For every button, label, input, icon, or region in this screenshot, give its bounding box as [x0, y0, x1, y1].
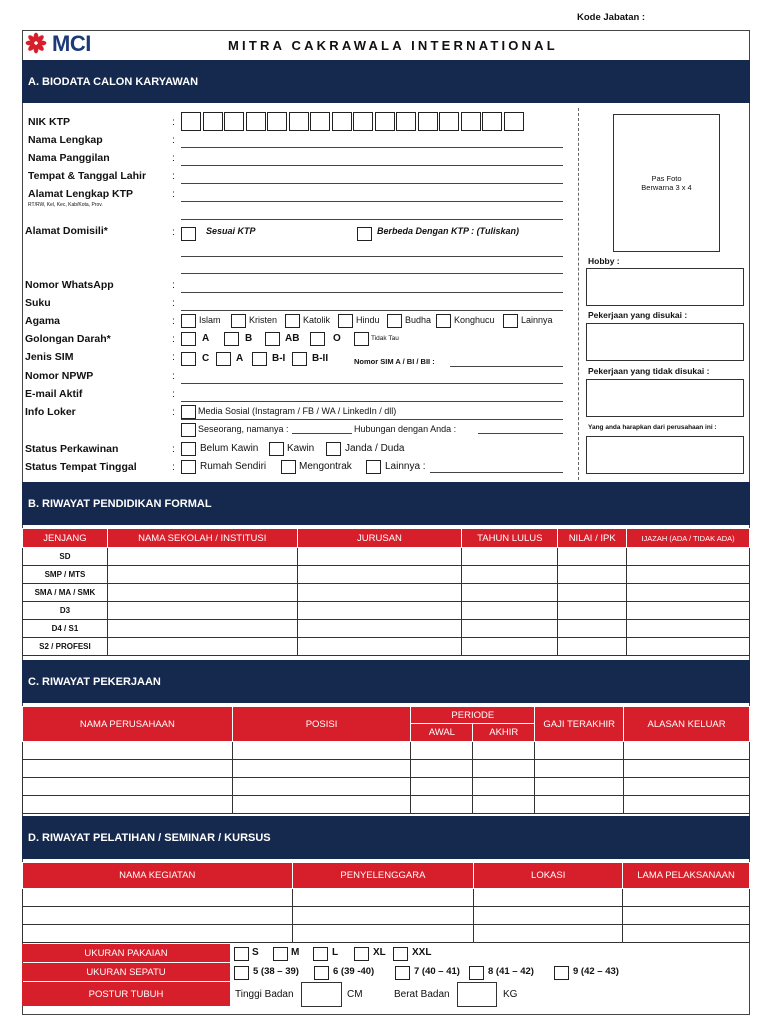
cell[interactable] [107, 602, 297, 620]
col-lama: LAMA PELAKSANAAN [623, 863, 750, 889]
cell[interactable] [558, 638, 627, 656]
suku-input[interactable] [181, 310, 563, 311]
cell[interactable] [627, 584, 750, 602]
agama-label: Agama [25, 315, 61, 327]
agama-hindu-checkbox[interactable] [338, 314, 353, 328]
cm-label: CM [347, 989, 363, 1000]
dashed-divider [578, 108, 579, 480]
col-lokasi: LOKASI [474, 863, 623, 889]
email-input[interactable] [181, 401, 563, 402]
cell[interactable] [107, 620, 297, 638]
ttl-input[interactable] [181, 183, 563, 184]
seseorang-input[interactable] [292, 433, 352, 434]
info-seseorang-label: Seseorang, namanya : [198, 424, 289, 434]
colon: : [172, 134, 175, 146]
agama-option: Hindu [356, 315, 380, 325]
cell[interactable] [474, 925, 623, 943]
darah-option: B [245, 333, 253, 344]
table-row [23, 566, 750, 584]
col-posisi: POSISI [232, 707, 411, 742]
cell[interactable] [107, 566, 297, 584]
colon: : [172, 388, 175, 400]
kawin-option: Janda / Duda [345, 443, 405, 454]
darah-option: O [333, 333, 341, 344]
col-alasan: ALASAN KELUAR [624, 707, 750, 742]
cell[interactable] [535, 778, 624, 796]
cell[interactable] [232, 742, 411, 760]
cell[interactable] [107, 638, 297, 656]
cell[interactable] [473, 796, 535, 814]
cell[interactable] [297, 620, 462, 638]
photo-box[interactable] [613, 114, 720, 252]
cell[interactable] [292, 889, 474, 907]
cell[interactable] [23, 889, 293, 907]
npwp-input[interactable] [181, 383, 563, 384]
kawin-option: Belum Kawin [200, 443, 259, 454]
darah-b-checkbox[interactable] [224, 332, 239, 346]
jenis-sim-label: Jenis SIM [25, 351, 74, 363]
pakaian-option: S [252, 947, 259, 958]
row-label: S2 / PROFESI [23, 638, 108, 656]
col-ijazah: IJAZAH (ADA / TIDAK ADA) [627, 529, 750, 548]
col-perusahaan: NAMA PERUSAHAAN [23, 707, 233, 742]
sim-option: B-II [312, 353, 329, 364]
logo-text: MCI [52, 31, 91, 56]
nik-label: NIK KTP [28, 116, 70, 128]
colon: : [172, 351, 175, 363]
cell[interactable] [627, 548, 750, 566]
cell[interactable] [411, 742, 473, 760]
cell[interactable] [232, 796, 411, 814]
colon: : [172, 333, 175, 345]
agama-lainnya-checkbox[interactable] [503, 314, 518, 328]
info-seseorang-checkbox[interactable] [181, 423, 196, 437]
table-row [23, 548, 750, 566]
table-row [23, 742, 750, 760]
janda-duda-checkbox[interactable] [326, 442, 341, 456]
sim-b2-checkbox[interactable] [292, 352, 307, 366]
darah-a-checkbox[interactable] [181, 332, 196, 346]
cell[interactable] [623, 889, 750, 907]
sim-b1-checkbox[interactable] [252, 352, 267, 366]
colon: : [172, 116, 175, 128]
cell[interactable] [107, 548, 297, 566]
cell[interactable] [462, 602, 558, 620]
hubungan-input[interactable] [478, 433, 563, 434]
colon: : [172, 170, 175, 182]
cell[interactable] [297, 602, 462, 620]
cell[interactable] [627, 566, 750, 584]
pendidikan-table [22, 528, 750, 656]
col-jurusan: JURUSAN [297, 529, 462, 548]
berat-label: Berat Badan [394, 989, 450, 1000]
ukuran-pakaian-label: UKURAN PAKAIAN [22, 944, 230, 962]
darah-o-checkbox[interactable] [310, 332, 325, 346]
nama-panggilan-input[interactable] [181, 165, 563, 166]
col-nilai: NILAI / IPK [558, 529, 627, 548]
cell[interactable] [23, 907, 293, 925]
sepatu-option: 6 (39 -40) [333, 966, 375, 977]
cell[interactable] [474, 907, 623, 925]
agama-option: Islam [199, 315, 221, 325]
cell[interactable] [623, 907, 750, 925]
pekerjaan-suka-label: Pekerjaan yang disukai : [588, 310, 688, 320]
ukuran-sepatu-label: UKURAN SEPATU [22, 963, 230, 981]
darah-option: AB [285, 333, 300, 344]
col-awal: AWAL [411, 724, 473, 742]
kode-jabatan-label: Kode Jabatan : [577, 12, 646, 23]
lainnya-tinggal-checkbox[interactable] [366, 460, 381, 474]
agama-islam-checkbox[interactable] [181, 314, 196, 328]
alamat-ktp-hint: RT/RW, Kel, Kec, Kab/Kota, Prov. [28, 202, 103, 208]
section-b-header [22, 482, 750, 525]
row-label: SMA / MA / SMK [23, 584, 108, 602]
info-loker-label: Info Loker [25, 406, 76, 418]
cell[interactable] [623, 925, 750, 943]
company-name: MITRA CAKRAWALA INTERNATIONAL [228, 38, 558, 53]
cell[interactable] [232, 778, 411, 796]
section-a-title: A. BIODATA CALON KARYAWAN [28, 75, 199, 88]
alamat-ktp-input-2[interactable] [181, 219, 563, 220]
sim-c-checkbox[interactable] [181, 352, 196, 366]
sepatu-option: 8 (41 – 42) [488, 966, 534, 977]
nama-panggilan-label: Nama Panggilan [28, 152, 110, 164]
row-label: SD [23, 548, 108, 566]
tinggal-option: Lainnya : [385, 461, 426, 472]
cell[interactable] [462, 584, 558, 602]
cell[interactable] [473, 760, 535, 778]
sepatu-7-checkbox[interactable] [395, 966, 410, 980]
kg-label: KG [503, 989, 518, 1000]
sim-option: C [202, 353, 210, 364]
cell[interactable] [624, 796, 750, 814]
harapan-input[interactable] [586, 436, 744, 474]
table-row [23, 889, 750, 907]
cell[interactable] [411, 796, 473, 814]
table-row [23, 620, 750, 638]
kawin-option: Kawin [287, 443, 315, 454]
agama-kristen-checkbox[interactable] [231, 314, 246, 328]
cell[interactable] [624, 742, 750, 760]
sepatu-9-checkbox[interactable] [554, 966, 569, 980]
row-label: SMP / MTS [23, 566, 108, 584]
cell[interactable] [558, 602, 627, 620]
agama-konghucu-checkbox[interactable] [436, 314, 451, 328]
darah-ab-checkbox[interactable] [265, 332, 280, 346]
cell[interactable] [624, 778, 750, 796]
suku-label: Suku [25, 297, 51, 309]
colon: : [172, 315, 175, 327]
table-row [23, 796, 750, 814]
sepatu-option: 5 (38 – 39) [253, 966, 299, 977]
row-label: D3 [23, 602, 108, 620]
colon: : [172, 297, 175, 309]
col-penyelenggara: PENYELENGGARA [292, 863, 474, 889]
colon: : [172, 226, 175, 238]
sepatu-6-checkbox[interactable] [314, 966, 329, 980]
cell[interactable] [23, 796, 233, 814]
cell[interactable] [624, 760, 750, 778]
cell[interactable] [297, 638, 462, 656]
status-tinggal-label: Status Tempat Tinggal [25, 461, 137, 473]
hubungan-label: Hubungan dengan Anda : [354, 424, 457, 434]
cell[interactable] [627, 620, 750, 638]
alamat-ktp-label: Alamat Lengkap KTP [28, 188, 134, 200]
mengontrak-checkbox[interactable] [281, 460, 296, 474]
belum-kawin-checkbox[interactable] [181, 442, 196, 456]
table-row [23, 778, 750, 796]
pakaian-xl-checkbox[interactable] [354, 947, 369, 961]
colon: : [172, 461, 175, 473]
cell[interactable] [535, 742, 624, 760]
sim-option: A [236, 353, 244, 364]
agama-option: Lainnya [521, 315, 553, 325]
pakaian-option: M [291, 947, 300, 958]
nama-lengkap-input[interactable] [181, 147, 563, 148]
row-label: D4 / S1 [23, 620, 108, 638]
colon: : [172, 279, 175, 291]
cell[interactable] [558, 584, 627, 602]
cell[interactable] [462, 620, 558, 638]
ttl-label: Tempat & Tanggal Lahir [28, 170, 147, 182]
nik-boxes[interactable] [181, 112, 525, 136]
col-akhir: AKHIR [473, 724, 535, 742]
col-tahun: TAHUN LULUS [462, 529, 558, 548]
pekerjaan-suka-input[interactable] [586, 323, 744, 361]
hobby-input[interactable] [586, 268, 744, 306]
col-sekolah: NAMA SEKOLAH / INSTITUSI [107, 529, 297, 548]
cell[interactable] [23, 742, 233, 760]
colon: : [172, 370, 175, 382]
hobby-label: Hobby : [588, 256, 620, 266]
cell[interactable] [411, 778, 473, 796]
darah-option: A [202, 333, 210, 344]
tinggi-input[interactable] [301, 982, 342, 1007]
cell[interactable] [462, 548, 558, 566]
nomor-sim-label: Nomor SIM A / BI / BII : [354, 357, 435, 366]
whatsapp-input[interactable] [181, 292, 563, 293]
section-b-title: B. RIWAYAT PENDIDIKAN FORMAL [28, 497, 212, 510]
table-row [23, 925, 750, 943]
pekerjaan-tidak-suka-input[interactable] [586, 379, 744, 417]
lainnya-tinggal-input[interactable] [430, 472, 563, 473]
pakaian-xxl-checkbox[interactable] [393, 947, 408, 961]
agama-katolik-checkbox[interactable] [285, 314, 300, 328]
berbeda-ktp-checkbox[interactable] [357, 227, 372, 241]
photo-label-1: Pas Foto [651, 174, 682, 183]
pekerjaan-tidak-suka-label: Pekerjaan yang tidak disukai : [588, 366, 710, 376]
rumah-sendiri-checkbox[interactable] [181, 460, 196, 474]
pakaian-option: XL [373, 947, 386, 958]
info-medsos-label: Media Sosial (Instagram / FB / WA / LinkedIn / dll) [198, 406, 397, 416]
colon: : [172, 406, 175, 418]
col-kegiatan: NAMA KEGIATAN [23, 863, 293, 889]
sim-option: B-I [272, 353, 286, 364]
tinggi-label: Tinggi Badan [235, 989, 294, 1000]
email-label: E-mail Aktif [25, 388, 83, 400]
sepatu-8-checkbox[interactable] [469, 966, 484, 980]
pakaian-option: L [332, 947, 339, 958]
domisili-input-1[interactable] [181, 256, 563, 257]
cell[interactable] [23, 925, 293, 943]
nomor-sim-input[interactable] [450, 366, 563, 367]
cell[interactable] [473, 778, 535, 796]
col-periode: PERIODE [411, 707, 535, 724]
sepatu-5-checkbox[interactable] [234, 966, 249, 980]
nama-lengkap-label: Nama Lengkap [28, 134, 103, 146]
agama-option: Konghucu [454, 315, 495, 325]
pekerjaan-table [22, 706, 750, 814]
section-c-header [22, 660, 750, 703]
tidak-tau-checkbox[interactable] [354, 332, 369, 346]
cell[interactable] [232, 760, 411, 778]
npwp-label: Nomor NPWP [25, 370, 94, 382]
cell[interactable] [627, 638, 750, 656]
agama-option: Kristen [249, 315, 278, 325]
section-d-title: D. RIWAYAT PELATIHAN / SEMINAR / KURSUS [28, 831, 271, 844]
harapan-label: Yang anda harapkan dari perusahaan ini : [588, 424, 717, 431]
cell[interactable] [23, 760, 233, 778]
table-row [23, 638, 750, 656]
sesuai-ktp-checkbox[interactable] [181, 227, 196, 241]
cell[interactable] [535, 760, 624, 778]
sepatu-option: 7 (40 – 41) [414, 966, 460, 977]
agama-option: Budha [405, 315, 432, 325]
tinggal-option: Rumah Sendiri [200, 461, 267, 472]
colon: : [172, 188, 175, 200]
berbeda-ktp-label: Berbeda Dengan KTP : (Tuliskan) [377, 226, 520, 236]
cell[interactable] [627, 602, 750, 620]
sepatu-option: 9 (42 – 43) [573, 966, 619, 977]
cell[interactable] [462, 638, 558, 656]
cell[interactable] [297, 548, 462, 566]
pelatihan-table [22, 862, 750, 943]
cell[interactable] [292, 925, 474, 943]
domisili-input-2[interactable] [181, 273, 563, 274]
tinggal-option: Mengontrak [299, 461, 352, 472]
pakaian-l-checkbox[interactable] [313, 947, 328, 961]
col-gaji: GAJI TERAKHIR [535, 707, 624, 742]
table-row [23, 584, 750, 602]
whatsapp-label: Nomor WhatsApp [25, 279, 114, 291]
kawin-checkbox[interactable] [269, 442, 284, 456]
agama-budha-checkbox[interactable] [387, 314, 402, 328]
tidak-tau-label: Tidak Tau [371, 335, 399, 342]
colon: : [172, 152, 175, 164]
cell[interactable] [558, 548, 627, 566]
colon: : [172, 443, 175, 455]
cell[interactable] [297, 584, 462, 602]
info-medsos-line[interactable] [181, 419, 563, 420]
cell[interactable] [297, 566, 462, 584]
postur-label: POSTUR TUBUH [22, 982, 230, 1006]
cell[interactable] [411, 760, 473, 778]
cell[interactable] [474, 889, 623, 907]
cell[interactable] [473, 742, 535, 760]
pakaian-m-checkbox[interactable] [273, 947, 288, 961]
pakaian-option: XXL [412, 947, 432, 958]
section-c-title: C. RIWAYAT PEKERJAAN [28, 675, 161, 688]
photo-label-2: Berwarna 3 x 4 [641, 183, 692, 192]
pakaian-s-checkbox[interactable] [234, 947, 249, 961]
cell[interactable] [535, 796, 624, 814]
table-row [23, 602, 750, 620]
col-jenjang: JENJANG [23, 529, 108, 548]
golongan-darah-label: Golongan Darah* [25, 333, 111, 345]
sesuai-ktp-label: Sesuai KTP [206, 226, 256, 236]
table-row [23, 907, 750, 925]
alamat-ktp-input-1[interactable] [181, 201, 563, 202]
table-row [23, 760, 750, 778]
cell[interactable] [558, 620, 627, 638]
sim-a-checkbox[interactable] [216, 352, 231, 366]
cell[interactable] [292, 907, 474, 925]
alamat-domisili-label: Alamat Domisili* [25, 225, 108, 237]
section-d-header [22, 816, 750, 859]
status-kawin-label: Status Perkawinan [25, 443, 119, 455]
agama-option: Katolik [303, 315, 331, 325]
berat-input[interactable] [457, 982, 497, 1007]
cell[interactable] [107, 584, 297, 602]
section-a-header [22, 60, 750, 103]
cell[interactable] [462, 566, 558, 584]
mci-logo-icon [25, 32, 47, 54]
info-medsos-checkbox[interactable] [181, 405, 196, 419]
cell[interactable] [558, 566, 627, 584]
cell[interactable] [23, 778, 233, 796]
